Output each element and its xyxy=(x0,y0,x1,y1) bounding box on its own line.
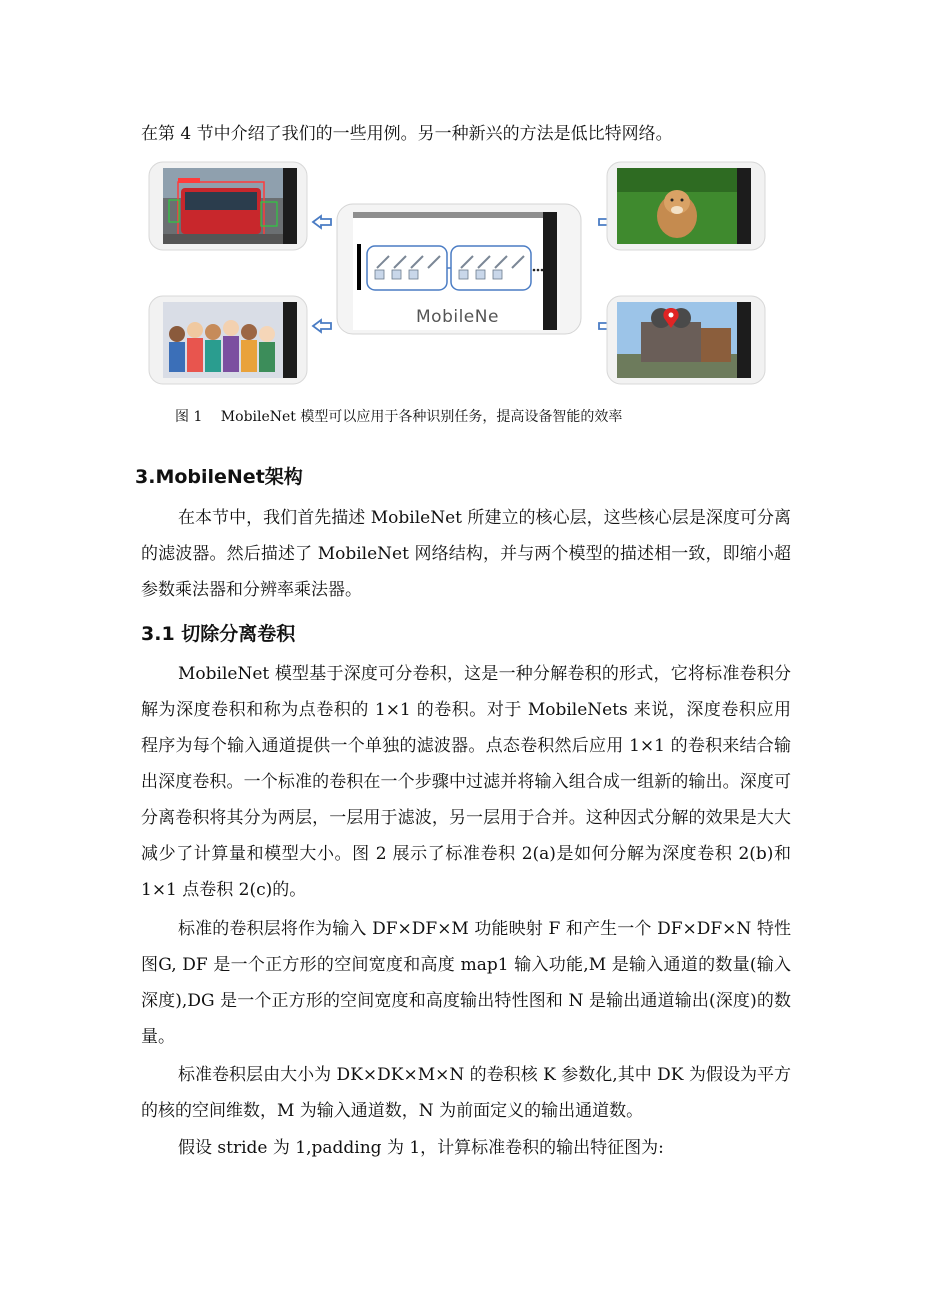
phone-people xyxy=(149,296,307,384)
section-3-1-heading: 3.1 切除分离卷积 xyxy=(141,623,296,645)
figure-illustration xyxy=(141,158,781,398)
section-3-1-paragraph-1: MobileNet 模型基于深度可分卷积，这是一种分解卷积的形式，它将标准卷积分解为深度卷积和称为点卷积的 1×1 的卷积。对于 MobileNets 来说，深度卷积应用程序为每个输入通道提供一个单独的滤波器。点态卷积然后应用 1×1 的卷积来结合输出深度卷积。一个标准的卷积在一个步骤中过滤并将输入组合成一组新的输出。深度可分离卷积将其分为两层，一层用于滤波，另一层用于合并。这种因式分解的效果是大大减少了计算量和模型大小。图 2 展示了标准卷积 2(a)是如何分解为深度卷积 2(b)和 1×1 点卷积 2(c)的。 xyxy=(141,664,791,900)
section-3-1-paragraph-3: 标准卷积层由大小为 DK×DK×M×N 的卷积核 K 参数化,其中 DK 为假设为平方的核的空间维数，M 为输入通道数，N 为前面定义的输出通道数。 xyxy=(141,1065,791,1121)
section-3-1-paragraph-4: 假设 stride 为 1,padding 为 1，计算标准卷积的输出特征图为: xyxy=(178,1138,664,1158)
arrow-left-bottom xyxy=(313,320,331,332)
phone-landmark xyxy=(607,296,765,384)
phone-dog xyxy=(607,162,765,250)
figure-caption: 图 1 MobileNet 模型可以应用于各种识别任务，提高设备智能的效率 xyxy=(175,409,623,425)
section-3-paragraph: 在本节中，我们首先描述 MobileNet 所建立的核心层，这些核心层是深度可分离的滤波器。然后描述了 MobileNet 网络结构，并与两个模型的描述相一致，即缩小超参数乘法器和分辨率乘法器。 xyxy=(141,508,791,600)
arrow-left-top xyxy=(313,216,331,228)
figure-1 xyxy=(141,158,781,398)
center-phone-label: MobileNe xyxy=(416,307,499,327)
section-3-1-paragraph-2: 标准的卷积层将作为输入 DF×DF×M 功能映射 F 和产生一个 DF×DF×N 特性图G, DF 是一个正方形的空间宽度和高度 map1 输入功能,M 是输入通道的数量(输入深度),DG 是一个正方形的空间宽度和高度输出特性图和 N 是输出通道输出(深度)的数量。 xyxy=(141,919,791,1047)
phone-bus-detection xyxy=(149,162,307,250)
intro-line: 在第 4 节中介绍了我们的一些用例。另一种新兴的方法是低比特网络。 xyxy=(141,124,673,144)
section-3-heading: 3.MobileNet架构 xyxy=(135,466,303,488)
